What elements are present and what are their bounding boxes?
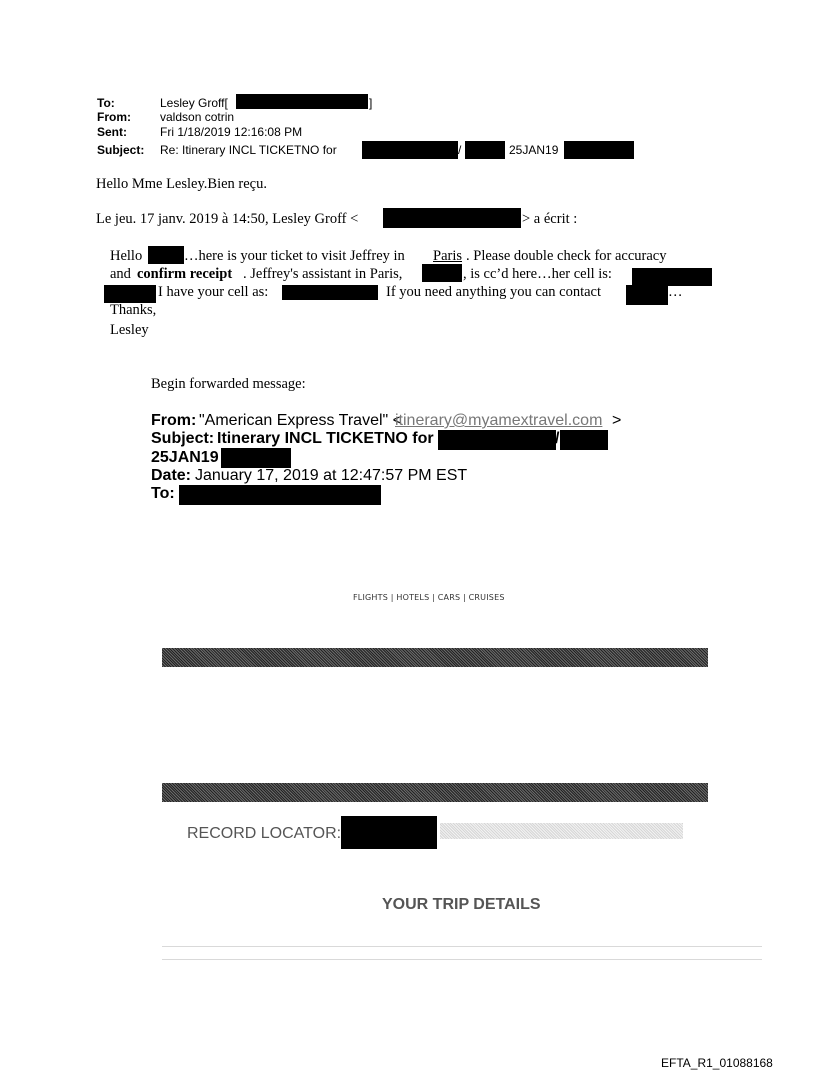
redaction-assistant-name: [422, 264, 462, 282]
banner-image-top: [162, 648, 708, 667]
quoted-line3-text-2: If you need anything you can contact: [386, 284, 602, 300]
quoted-line1-paris: Paris: [433, 248, 462, 264]
quoted-line2-bold: confirm receipt: [137, 266, 233, 282]
from-label: From:: [97, 110, 131, 124]
forwarded-intro: Begin forwarded message:: [151, 376, 306, 392]
redaction-your-cell: [282, 285, 378, 300]
quote-intro-end: > a écrit :: [522, 211, 578, 227]
subject-slash: /: [458, 143, 462, 157]
to-close: ]: [369, 96, 373, 110]
fwd-from-close: >: [612, 412, 622, 429]
redaction-recipient-name: [148, 246, 184, 264]
redaction-fwd-ticket: [221, 448, 291, 468]
redaction-fwd-to: [179, 485, 381, 505]
fwd-subject-label: Subject:: [151, 430, 215, 447]
fwd-from-email-link[interactable]: itinerary@myamextravel.com: [395, 412, 603, 429]
fwd-date-label: Date:: [151, 467, 192, 484]
fwd-date-value: January 17, 2019 at 12:47:57 PM EST: [195, 467, 468, 484]
divider-bottom: [162, 959, 762, 960]
from-value: valdson cotrin: [160, 110, 235, 124]
trip-details-heading: YOUR TRIP DETAILS: [382, 896, 541, 913]
subject-value: Re: Itinerary INCL TICKETNO for: [160, 143, 337, 157]
redaction-to-email: [236, 94, 368, 109]
redaction-subject-ticket: [564, 141, 634, 159]
bates-number: EFTA_R1_01088168: [661, 1056, 773, 1070]
redaction-subject-name-2: [465, 141, 505, 159]
sent-value: Fri 1/18/2019 12:16:08 PM: [160, 125, 303, 139]
redaction-fwd-subject-name-2: [560, 430, 608, 450]
quoted-line1-hello: Hello: [110, 248, 143, 264]
to-value: Lesley Groff[: [160, 96, 228, 110]
quoted-line1-text: …here is your ticket to visit Jeffrey in: [184, 248, 405, 264]
quoted-signature: Lesley: [110, 322, 149, 338]
quoted-line2-end: , is cc’d here…her cell is:: [463, 266, 612, 282]
fwd-subject-slash: /: [555, 430, 560, 447]
fwd-to-label: To:: [151, 485, 175, 502]
fwd-subject-date: 25JAN19: [151, 449, 219, 466]
redaction-cell-cont: [104, 285, 156, 303]
redaction-quote-email: [383, 208, 521, 228]
quote-intro: Le jeu. 17 janv. 2019 à 14:50, Lesley Groff <: [96, 211, 359, 227]
quoted-line3-end: …: [668, 284, 683, 300]
nav-links[interactable]: FLIGHTS | HOTELS | CARS | CRUISES: [353, 593, 505, 602]
quoted-line3-text: I have your cell as:: [158, 284, 269, 300]
reply-greeting: Hello Mme Lesley.Bien reçu.: [96, 176, 267, 192]
quoted-line1-end: . Please double check for accuracy: [466, 248, 667, 264]
quoted-line2-and: and: [110, 266, 131, 282]
divider-top: [162, 946, 762, 947]
redaction-subject-name: [362, 141, 458, 159]
record-locator-strip: [440, 823, 683, 839]
banner-image-bottom: [162, 783, 708, 802]
redaction-record-locator: [341, 816, 437, 849]
fwd-from-name: "American Express Travel" <: [199, 412, 402, 429]
fwd-from-label: From:: [151, 412, 197, 429]
quoted-line2-text: . Jeffrey's assistant in Paris,: [243, 266, 403, 282]
record-locator-label: RECORD LOCATOR:: [187, 825, 342, 842]
subject-label: Subject:: [97, 143, 145, 157]
redaction-contact-name: [626, 285, 668, 305]
to-label: To:: [97, 96, 115, 110]
redaction-fwd-subject-name: [438, 430, 556, 450]
sent-label: Sent:: [97, 125, 127, 139]
subject-date: 25JAN19: [509, 143, 559, 157]
fwd-subject-value: Itinerary INCL TICKETNO for: [217, 430, 434, 447]
quoted-thanks: Thanks,: [110, 302, 157, 318]
